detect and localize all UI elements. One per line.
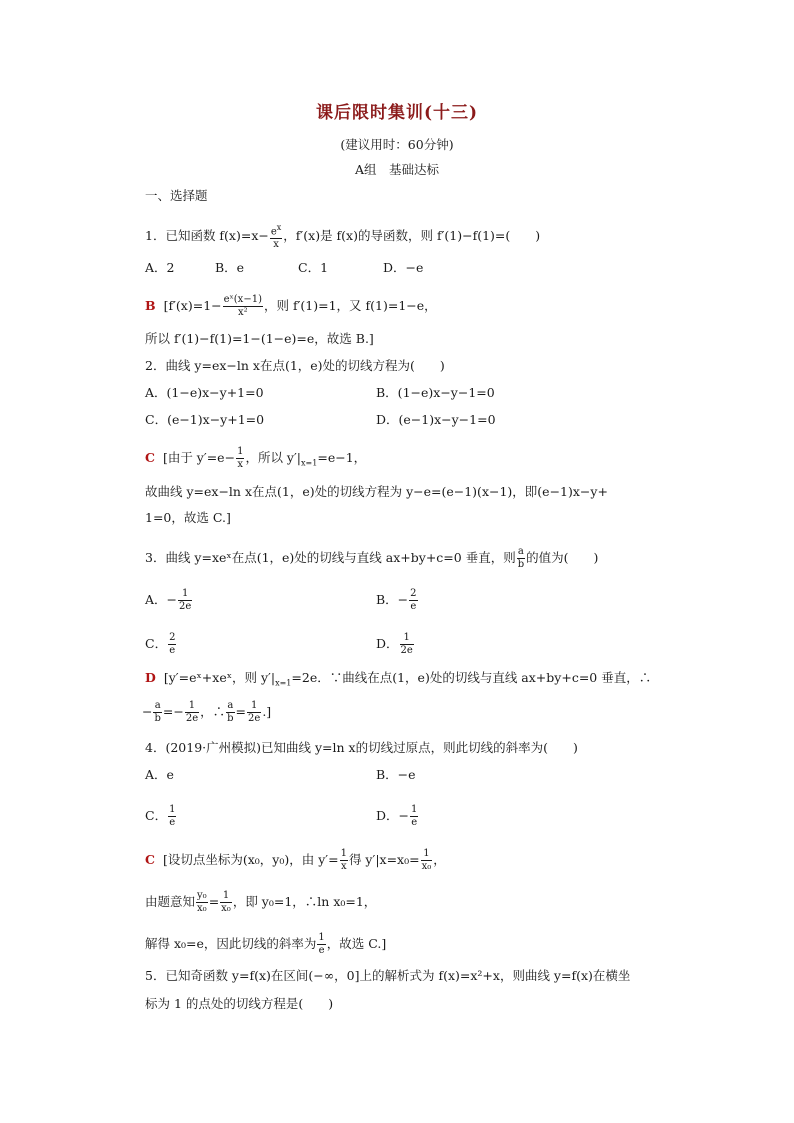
question-3-option-d: D． $\frac{1}{2e}$ bbox=[376, 632, 413, 656]
question-4-option-b: B．−e bbox=[376, 767, 416, 782]
page-title: 课后限时集训(十三) bbox=[315, 103, 479, 123]
fraction: $\frac{1}{x}$ bbox=[237, 446, 244, 470]
question-3-option-a: A．− $\frac{1}{2e}$ bbox=[145, 588, 192, 612]
question-1-option-c: C．1 bbox=[298, 260, 329, 275]
question-4-solution-line-3: 解得 x₀=e，因此切线的斜率为 $\frac{1}{e}$ ，故选 C.] bbox=[145, 932, 387, 956]
question-1-solution: B [f′(x)=1− $\frac{\text{eˣ(x−1)}}{\text{x²}}$ ，则 f′(1)=1，又 f(1)=1−e， bbox=[145, 294, 437, 318]
question-3-solution-line-2: − $\frac{a}{b}$ =− $\frac{1}{2e}$ ，∴ $\frac{a}{b}$ = $\frac{1}{2e}$ .] bbox=[142, 700, 272, 724]
question-1-stem: 1．已知函数 f(x)=x− $\frac{e^x}{x}$ ，f′(x)是 f(x)的导函数，则 f′(1)−f(1)=( ) bbox=[145, 223, 541, 251]
question-4-solution: C [设切点坐标为(x₀，y₀)，由 y′= $\frac{1}{x}$ 得 y′|x=x₀= $\frac{1}{\text{x₀}}$ ， bbox=[145, 848, 446, 872]
question-4-option-d: D．− $\frac{1}{e}$ bbox=[376, 804, 418, 828]
question-2-solution-line-2: 故曲线 y=ex−ln x在点(1，e)处的切线方程为 y−e=(e−1)(x−1)，即(e−1)x−y+ bbox=[145, 484, 608, 499]
question-1-solution-line-2: 所以 f′(1)−f(1)=1−(1−e)=e，故选 B.] bbox=[145, 331, 374, 346]
question-2-option-b: B．(1−e)x−y−1=0 bbox=[376, 385, 495, 400]
question-3-option-b: B．− $\frac{2}{e}$ bbox=[376, 588, 417, 612]
question-2-option-a: A．(1−e)x−y+1=0 bbox=[145, 385, 264, 400]
question-2-solution: C [由于 y′=e− $\frac{1}{x}$ ，所以 $y'|_{x=1}=e-1$， bbox=[145, 446, 367, 470]
question-2-solution-line-3: 1=0，故选 C.] bbox=[145, 510, 231, 525]
question-4-stem: 4．(2019·广州模拟)已知曲线 y=ln x的切线过原点，则此切线的斜率为( ) bbox=[145, 740, 578, 755]
section-heading: 一、选择题 bbox=[145, 188, 208, 203]
question-2-option-c: C．(e−1)x−y+1=0 bbox=[145, 412, 265, 427]
question-4-solution-line-2: 由题意知 $\frac{\text{y₀}}{\text{x₀}}$ = $\frac{1}{\text{x₀}}$ ，即 y₀=1，∴ln x₀=1， bbox=[145, 890, 377, 914]
question-1-option-a: A．2 bbox=[145, 260, 175, 275]
fraction: $\frac{e^x}{x}$ bbox=[270, 223, 282, 251]
question-3-solution: D [y′=eˣ+xeˣ，则 $y'|_{x=1}=2e$．∵曲线在点(1，e)处的切线与直线 ax+by+c=0 垂直，∴ bbox=[145, 670, 652, 688]
answer-letter: C bbox=[145, 852, 155, 867]
time-hint: (建议用时：60分钟) bbox=[340, 137, 454, 152]
question-1-option-d: D．−e bbox=[383, 260, 424, 275]
answer-letter: D bbox=[145, 670, 156, 685]
question-2-option-d: D．(e−1)x−y−1=0 bbox=[376, 412, 496, 427]
question-2-stem: 2．曲线 y=ex−ln x在点(1，e)处的切线方程为( ) bbox=[145, 358, 445, 373]
question-3-option-c: C． $\frac{2}{e}$ bbox=[145, 632, 176, 656]
question-3-stem: 3．曲线 y=xeˣ在点(1，e)处的切线与直线 ax+by+c=0 垂直，则 $\frac{a}{b}$ 的值为( ) bbox=[145, 546, 599, 570]
question-1-option-b: B．e bbox=[215, 260, 245, 275]
answer-letter: C bbox=[145, 450, 155, 465]
question-4-option-a: A．e bbox=[145, 767, 174, 782]
question-4-option-c: C． $\frac{1}{e}$ bbox=[145, 804, 176, 828]
fraction: $\frac{a}{b}$ bbox=[517, 546, 525, 570]
question-5-stem: 5．已知奇函数 y=f(x)在区间(−∞，0]上的解析式为 f(x)=x²+x，则曲线 y=f(x)在横坐 bbox=[145, 968, 631, 983]
group-label: A组 基础达标 bbox=[354, 162, 440, 177]
fraction: $\frac{\text{eˣ(x−1)}}{\text{x²}}$ bbox=[223, 294, 262, 318]
question-5-stem-line-2: 标为 1 的点处的切线方程是( ) bbox=[145, 996, 334, 1011]
answer-letter: B bbox=[145, 298, 156, 313]
